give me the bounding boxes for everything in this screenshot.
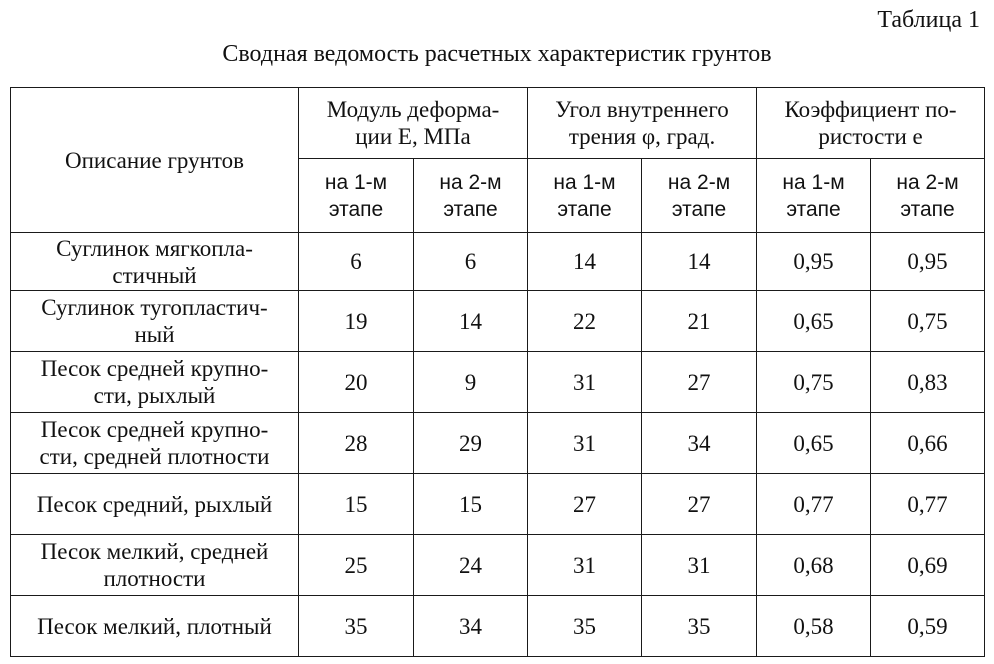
porosity-stage2: 0,95 — [871, 233, 985, 291]
friction-stage2: 27 — [642, 352, 757, 413]
friction-stage1: 35 — [528, 596, 642, 657]
friction-stage2: 31 — [642, 535, 757, 596]
stage-header: на 1-м этапе — [528, 159, 642, 233]
table-row — [11, 352, 985, 413]
soil-properties-table — [10, 87, 985, 657]
modulus-stage2: 14 — [414, 291, 528, 352]
stage-header: на 2-м этапе — [871, 159, 985, 233]
table-number-label: Таблица 1 — [877, 7, 980, 33]
soil-description: Песок мелкий, средней плотности — [11, 535, 299, 596]
friction-stage1: 22 — [528, 291, 642, 352]
porosity-stage1: 0,77 — [757, 474, 871, 535]
porosity-stage1: 0,75 — [757, 352, 871, 413]
modulus-stage2: 29 — [414, 413, 528, 474]
table-row — [11, 291, 985, 352]
friction-stage2: 27 — [642, 474, 757, 535]
friction-stage1: 31 — [528, 413, 642, 474]
soil-description: Суглинок тугопластич- ный — [11, 291, 299, 352]
table-row — [11, 596, 985, 657]
description-header: Описание грунтов — [11, 88, 299, 233]
modulus-stage2: 34 — [414, 596, 528, 657]
friction-stage2: 34 — [642, 413, 757, 474]
porosity-stage2: 0,83 — [871, 352, 985, 413]
table-row — [11, 535, 985, 596]
stage-header: на 2-м этапе — [642, 159, 757, 233]
modulus-stage1: 25 — [299, 535, 414, 596]
porosity-stage1: 0,95 — [757, 233, 871, 291]
modulus-stage1: 15 — [299, 474, 414, 535]
friction-stage2: 14 — [642, 233, 757, 291]
soil-description: Суглинок мягкопла- стичный — [11, 233, 299, 291]
header-row-groups — [11, 88, 985, 159]
porosity-stage2: 0,77 — [871, 474, 985, 535]
porosity-stage2: 0,75 — [871, 291, 985, 352]
friction-stage1: 31 — [528, 535, 642, 596]
group-header-friction-angle: Угол внутреннего трения φ, град. — [528, 88, 757, 159]
table-row — [11, 474, 985, 535]
porosity-stage1: 0,58 — [757, 596, 871, 657]
group-header-modulus: Модуль деформа- ции E, МПа — [299, 88, 528, 159]
stage-header: на 1-м этапе — [757, 159, 871, 233]
soil-description: Песок средний, рыхлый — [11, 474, 299, 535]
porosity-stage1: 0,68 — [757, 535, 871, 596]
modulus-stage2: 6 — [414, 233, 528, 291]
table-row — [11, 413, 985, 474]
modulus-stage2: 24 — [414, 535, 528, 596]
modulus-stage2: 15 — [414, 474, 528, 535]
porosity-stage1: 0,65 — [757, 413, 871, 474]
porosity-stage2: 0,69 — [871, 535, 985, 596]
porosity-stage1: 0,65 — [757, 291, 871, 352]
table-row — [11, 233, 985, 291]
table-title: Сводная ведомость расчетных характеристик грунтов — [222, 41, 772, 67]
modulus-stage1: 6 — [299, 233, 414, 291]
group-header-porosity: Коэффициент по- ристости e — [757, 88, 985, 159]
modulus-stage1: 20 — [299, 352, 414, 413]
friction-stage1: 14 — [528, 233, 642, 291]
friction-stage1: 27 — [528, 474, 642, 535]
modulus-stage2: 9 — [414, 352, 528, 413]
friction-stage2: 21 — [642, 291, 757, 352]
porosity-stage2: 0,59 — [871, 596, 985, 657]
porosity-stage2: 0,66 — [871, 413, 985, 474]
modulus-stage1: 35 — [299, 596, 414, 657]
modulus-stage1: 19 — [299, 291, 414, 352]
friction-stage2: 35 — [642, 596, 757, 657]
friction-stage1: 31 — [528, 352, 642, 413]
stage-header: на 2-м этапе — [414, 159, 528, 233]
soil-description: Песок средней крупно- сти, рыхлый — [11, 352, 299, 413]
modulus-stage1: 28 — [299, 413, 414, 474]
stage-header: на 1-м этапе — [299, 159, 414, 233]
soil-description: Песок мелкий, плотный — [11, 596, 299, 657]
soil-description: Песок средней крупно- сти, средней плотности — [11, 413, 299, 474]
